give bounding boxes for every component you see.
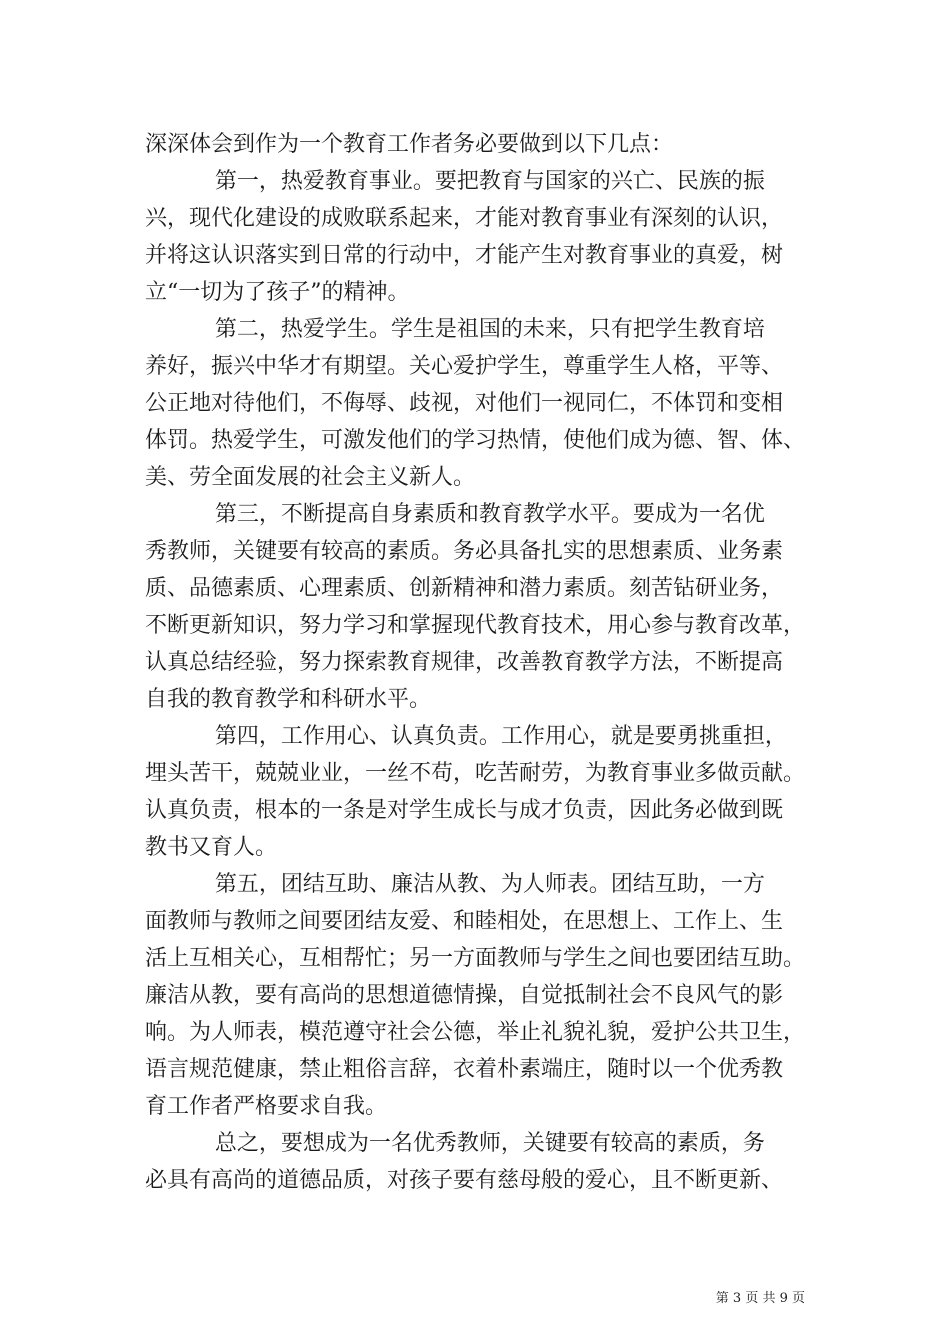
text-line-9: 体罚。热爱学生，可激发他们的学习热情，使他们成为德、智、体、 — [145, 428, 806, 453]
text-line-26: 语言规范健康，禁止粗俗言辞，衣着朴素端庄，随时以一个优秀教 — [145, 1057, 784, 1082]
text-line-1: 深深体会到作为一个教育工作者务必要做到以下几点： — [145, 132, 674, 157]
text-line-25: 响。为人师表，模范遵守社会公德，举止礼貌礼貌，爱护公共卫生， — [145, 1020, 806, 1045]
text-line-12: 秀教师，关键要有较高的素质。务必具备扎实的思想素质、业务素 — [145, 539, 784, 564]
page-number-footer: 第 3 页 共 9 页 — [715, 1291, 805, 1306]
text-line-6: 第二，热爱学生。学生是祖国的未来，只有把学生教育培 — [145, 317, 765, 342]
text-line-19: 认真负责，根本的一条是对学生成长与成才负责，因此务必做到既 — [145, 798, 784, 823]
text-line-16: 自我的教育教学和科研水平。 — [145, 687, 432, 712]
text-line-4: 并将这认识落实到日常的行动中，才能产生对教育事业的真爱，树 — [145, 243, 784, 268]
text-line-29: 必具有高尚的道德品质，对孩子要有慈母般的爱心，且不断更新、 — [145, 1168, 784, 1193]
text-line-14: 不断更新知识，努力学习和掌握现代教育技术，用心参与教育改革， — [145, 613, 806, 638]
text-line-23: 活上互相关心，互相帮忙；另一方面教师与学生之间也要团结互助。 — [145, 946, 806, 971]
text-line-24: 廉洁从教，要有高尚的思想道德情操，自觉抵制社会不良风气的影 — [145, 983, 784, 1008]
text-line-8: 公正地对待他们，不侮辱、歧视，对他们一视同仁，不体罚和变相 — [145, 391, 784, 416]
text-line-21: 第五，团结互助、廉洁从教、为人师表。团结互助，一方 — [145, 872, 765, 897]
text-line-7: 养好，振兴中华才有期望。关心爱护学生，尊重学生人格，平等、 — [145, 354, 784, 379]
text-line-3: 兴，现代化建设的成败联系起来，才能对教育事业有深刻的认识， — [145, 206, 784, 231]
text-line-5: 立“一切为了孩子”的精神。 — [145, 280, 410, 305]
text-line-2: 第一，热爱教育事业。要把教育与国家的兴亡、民族的振 — [145, 169, 765, 194]
text-line-17: 第四，工作用心、认真负责。工作用心，就是要勇挑重担， — [145, 724, 787, 749]
text-line-18: 埋头苦干，兢兢业业，一丝不苟，吃苦耐劳，为教育事业多做贡献。 — [145, 761, 806, 786]
text-line-22: 面教师与教师之间要团结友爱、和睦相处，在思想上、工作上、生 — [145, 909, 784, 934]
text-line-27: 育工作者严格要求自我。 — [145, 1094, 388, 1119]
text-line-10: 美、劳全面发展的社会主义新人。 — [145, 465, 476, 490]
text-line-28: 总之，要想成为一名优秀教师，关键要有较高的素质，务 — [145, 1131, 765, 1156]
text-line-20: 教书又育人。 — [145, 835, 278, 860]
text-line-13: 质、品德素质、心理素质、创新精神和潜力素质。刻苦钻研业务， — [145, 576, 784, 601]
text-line-15: 认真总结经验，努力探索教育规律，改善教育教学方法，不断提高 — [145, 650, 784, 675]
text-line-11: 第三，不断提高自身素质和教育教学水平。要成为一名优 — [145, 502, 765, 527]
